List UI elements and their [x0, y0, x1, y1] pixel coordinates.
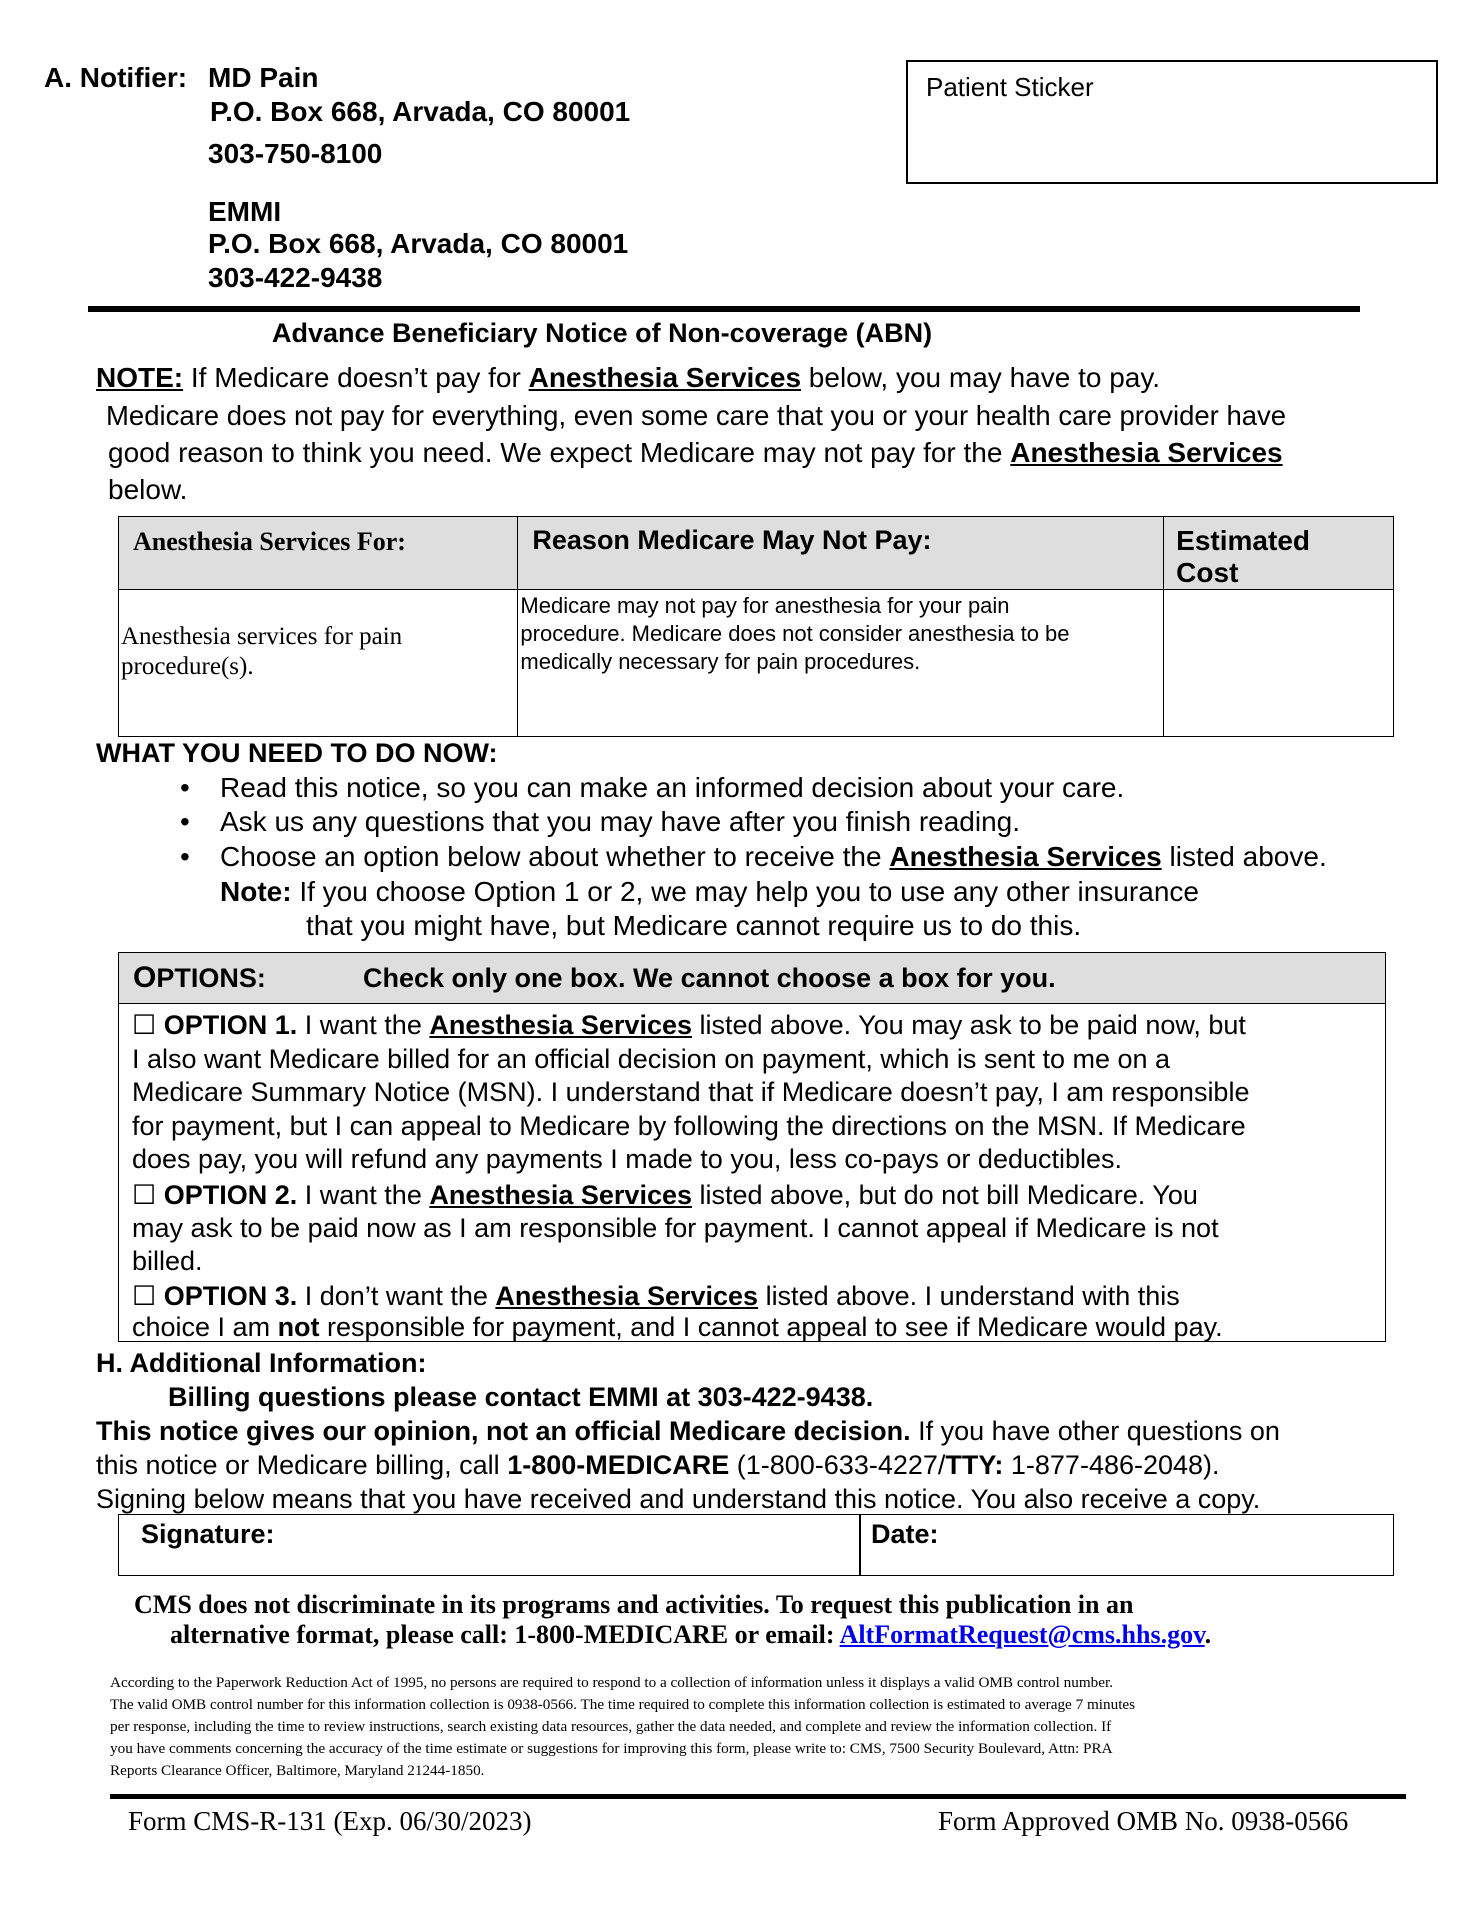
header-rule — [88, 306, 1360, 312]
option-1-line-4: for payment, but I can appeal to Medicare by following the directions on the MSN. If Medicare — [132, 1111, 1246, 1141]
note-line-1 — [96, 362, 1160, 394]
date-label: Date: — [871, 1519, 939, 1549]
service-link: Anesthesia Services — [429, 1180, 693, 1210]
option-1-line-2: I also want Medicare billed for an official decision on payment, which is sent to me on a — [132, 1044, 1171, 1074]
page-title: Advance Beneficiary Notice of Non-coverage (ABN) — [272, 318, 933, 348]
col-header-services: Anesthesia Services For: — [119, 517, 518, 590]
note-line-3-text: good reason to think you need. We expect Medicare may not pay for the — [108, 437, 1011, 468]
options-instruction: Check only one box. We cannot choose a box for you. — [363, 963, 1056, 993]
notifier-phone-2: 303-422-9438 — [208, 262, 383, 293]
cost-cell — [1164, 590, 1394, 737]
todo-note-label: Note: — [220, 876, 292, 907]
table-row — [119, 590, 1394, 737]
opinion-line-1: This notice gives our opinion, not an official Medicare decision. If you have other questions on — [96, 1416, 1280, 1446]
option-3-checkbox[interactable]: ☐ — [132, 1281, 157, 1311]
notifier-address-1: P.O. Box 668, Arvada, CO 80001 — [210, 96, 631, 127]
services-table — [118, 516, 1394, 737]
options-heading: OPTIONS: — [133, 961, 266, 994]
todo-note-line-2: that you might have, but Medicare cannot require us to do this. — [306, 910, 1082, 941]
service-link: Anesthesia Services — [1010, 437, 1283, 468]
signature-box[interactable] — [118, 1514, 1394, 1576]
billing-questions: Billing questions please contact EMMI at 303-422-9438. — [168, 1382, 874, 1412]
option-2-line-2: may ask to be paid now as I am responsible for payment. I cannot appeal if Medicare is not — [132, 1213, 1219, 1243]
option-1-line-5: does pay, you will refund any payments I made to you, less co-pays or deductibles. — [132, 1144, 1123, 1174]
note-line-3 — [108, 437, 1283, 469]
option-1-line-3: Medicare Summary Notice (MSN). I understand that if Medicare doesn’t pay, I am responsible — [132, 1077, 1250, 1107]
option-1-line-1: ☐ OPTION 1. I want the Anesthesia Services listed above. You may ask to be paid now, but — [132, 1010, 1246, 1040]
todo-heading: WHAT YOU NEED TO DO NOW: — [96, 738, 498, 768]
signature-label: Signature: — [141, 1519, 275, 1549]
opinion-line-3: Signing below means that you have received and understand this notice. You also receive a copy. — [96, 1484, 1261, 1514]
notifier-name-2: EMMI — [208, 196, 282, 227]
col-header-cost: Estimated Cost — [1164, 517, 1394, 590]
notifier-address-2: P.O. Box 668, Arvada, CO 80001 — [208, 228, 629, 259]
service-link: Anesthesia Services — [429, 1010, 693, 1040]
todo-note-line-1: Note: If you choose Option 1 or 2, we may help you to use any other insurance — [220, 876, 1199, 907]
opinion-line-2: this notice or Medicare billing, call 1-800-MEDICARE (1-800-633-4227/TTY: 1-877-486-2048). — [96, 1450, 1220, 1480]
option-2-line-3: billed. — [132, 1246, 203, 1276]
bullet-icon: • — [180, 772, 190, 803]
form-number: Form CMS-R-131 (Exp. 06/30/2023) — [128, 1806, 532, 1836]
options-header — [118, 952, 1386, 1004]
paperwork-notice: According to the Paperwork Reduction Act of 1995, no persons are required to respond to a collection of information unless it displays a valid OMB control number. The valid OMB control number for this information collection is 0938-0566. The time required to complete this information collection is estimated to average 7 minutes per response, including the time to review instructions, search existing data resources, gather the data needed, and complete and review the information collection. If you have comments concerning the accuracy of the time estimate or suggestions for improving this form, please write to: CMS, 7500 Security Boulevard, Attn: PRA Reports Clearance Officer, Baltimore, Maryland 21244-1850. — [110, 1674, 1136, 1779]
todo-bullet-3: Choose an option below about whether to receive the Anesthesia Services listed above. — [220, 841, 1327, 872]
notifier-name-1: MD Pain — [208, 62, 319, 93]
todo-bullet-2: Ask us any questions that you may have after you finish reading. — [220, 806, 1021, 837]
email-link[interactable]: AltFormatRequest@cms.hhs.gov — [839, 1620, 1205, 1649]
col-header-reason: Reason Medicare May Not Pay: — [518, 517, 1164, 590]
bullet-icon: • — [180, 841, 190, 872]
notifier-phone-1: 303-750-8100 — [208, 138, 383, 169]
option-3-line-2: choice I am not responsible for payment, and I cannot appeal to see if Medicare would pay. — [132, 1312, 1223, 1342]
footer-rule — [110, 1794, 1406, 1799]
option-1-label: OPTION 1. — [163, 1010, 298, 1040]
cms-line-1: CMS does not discriminate in its programs and activities. To request this publication in an — [134, 1590, 1134, 1619]
additional-heading: H. Additional Information: — [96, 1348, 427, 1378]
service-link: Anesthesia Services — [528, 362, 802, 393]
patient-sticker-box — [906, 60, 1438, 184]
services-table-header — [119, 517, 1394, 590]
option-3-label: OPTION 3. — [163, 1281, 298, 1311]
todo-bullet-1: Read this notice, so you can make an informed decision about your care. — [220, 772, 1125, 803]
note-label: NOTE: — [96, 362, 184, 393]
note-line-2: Medicare does not pay for everything, even some care that you or your health care provider have — [106, 400, 1287, 431]
option-3-line-1: ☐ OPTION 3. I don’t want the Anesthesia Services listed above. I understand with this — [132, 1281, 1180, 1311]
note-line-4: below. — [108, 474, 188, 505]
service-link: Anesthesia Services — [495, 1281, 759, 1311]
reason-cell: Medicare may not pay for anesthesia for your pain procedure. Medicare does not consider anesthesia to be medically necessary for pain procedures. — [518, 590, 1164, 737]
option-1-checkbox[interactable]: ☐ — [132, 1010, 157, 1040]
omb-approval: Form Approved OMB No. 0938-0566 — [938, 1806, 1349, 1836]
note-text-a: If Medicare doesn’t pay for — [183, 362, 529, 393]
notifier-label: A. Notifier: — [44, 62, 188, 93]
signature-divider — [859, 1515, 861, 1575]
option-2-label: OPTION 2. — [163, 1180, 298, 1210]
note-text-b: below, you may have to pay. — [801, 362, 1161, 393]
option-2-line-1: ☐ OPTION 2. I want the Anesthesia Services listed above, but do not bill Medicare. You — [132, 1180, 1198, 1210]
patient-sticker-label: Patient Sticker — [926, 72, 1094, 102]
option-2-checkbox[interactable]: ☐ — [132, 1180, 157, 1210]
service-link: Anesthesia Services — [889, 841, 1162, 872]
service-cell: Anesthesia services for pain procedure(s). — [119, 590, 518, 737]
bullet-icon: • — [180, 806, 190, 837]
cms-line-2: alternative format, please call: 1-800-MEDICARE or email: AltFormatRequest@cms.hhs.gov. — [170, 1620, 1212, 1649]
